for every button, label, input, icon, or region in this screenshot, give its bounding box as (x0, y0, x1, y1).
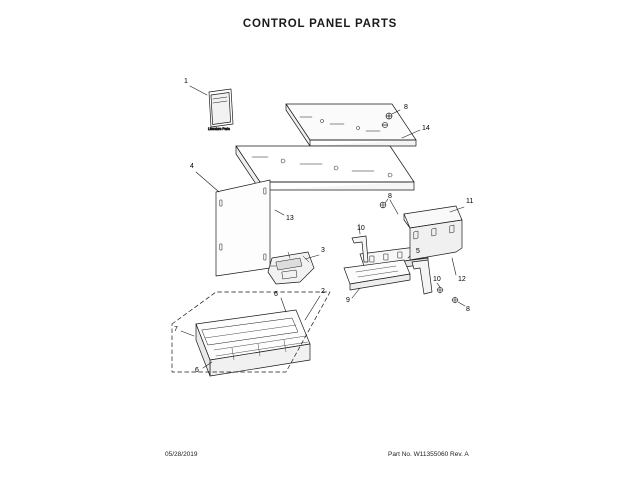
callout-4: 4 (190, 163, 194, 170)
part-vent-panel-2 (196, 310, 310, 376)
callout-5: 5 (416, 248, 420, 255)
part-control-panel-upper (286, 104, 416, 146)
part-rail-11 (404, 206, 462, 260)
part-screw-10-right (437, 287, 443, 293)
literature-parts-label: Literature Parts (208, 127, 230, 131)
page-title: CONTROL PANEL PARTS (242, 18, 398, 30)
part-control-module-3 (268, 252, 314, 284)
part-bracket-10-left (352, 236, 368, 262)
callout-11: 11 (466, 198, 474, 205)
callout-10-right: 10 (433, 276, 441, 283)
callout-8-top: 8 (404, 104, 408, 111)
callout-3: 3 (321, 247, 325, 254)
part-trim-strip-9 (344, 260, 410, 290)
callout-9: 9 (346, 297, 350, 304)
callout-12: 12 (458, 276, 466, 283)
part-bracket-12 (412, 260, 432, 294)
callout-13: 13 (286, 215, 294, 222)
part-screw-8-right (452, 297, 458, 303)
part-side-panel-4 (216, 180, 270, 276)
callout-8-middle: 8 (388, 193, 392, 200)
callout-6-upper: 6 (274, 291, 278, 298)
part-literature-booklet (209, 89, 233, 127)
footer-date: 05/28/2019 (165, 451, 198, 458)
callout-1: 1 (184, 78, 188, 85)
footer-part-number: Part No. W11355060 Rev. A (388, 451, 469, 458)
callout-7: 7 (174, 326, 178, 333)
callout-6-lower: 6 (195, 367, 199, 374)
callout-8-lower: 8 (466, 306, 470, 313)
callout-14: 14 (422, 125, 430, 132)
callout-2: 2 (321, 288, 325, 295)
callout-10-left: 10 (357, 225, 365, 232)
